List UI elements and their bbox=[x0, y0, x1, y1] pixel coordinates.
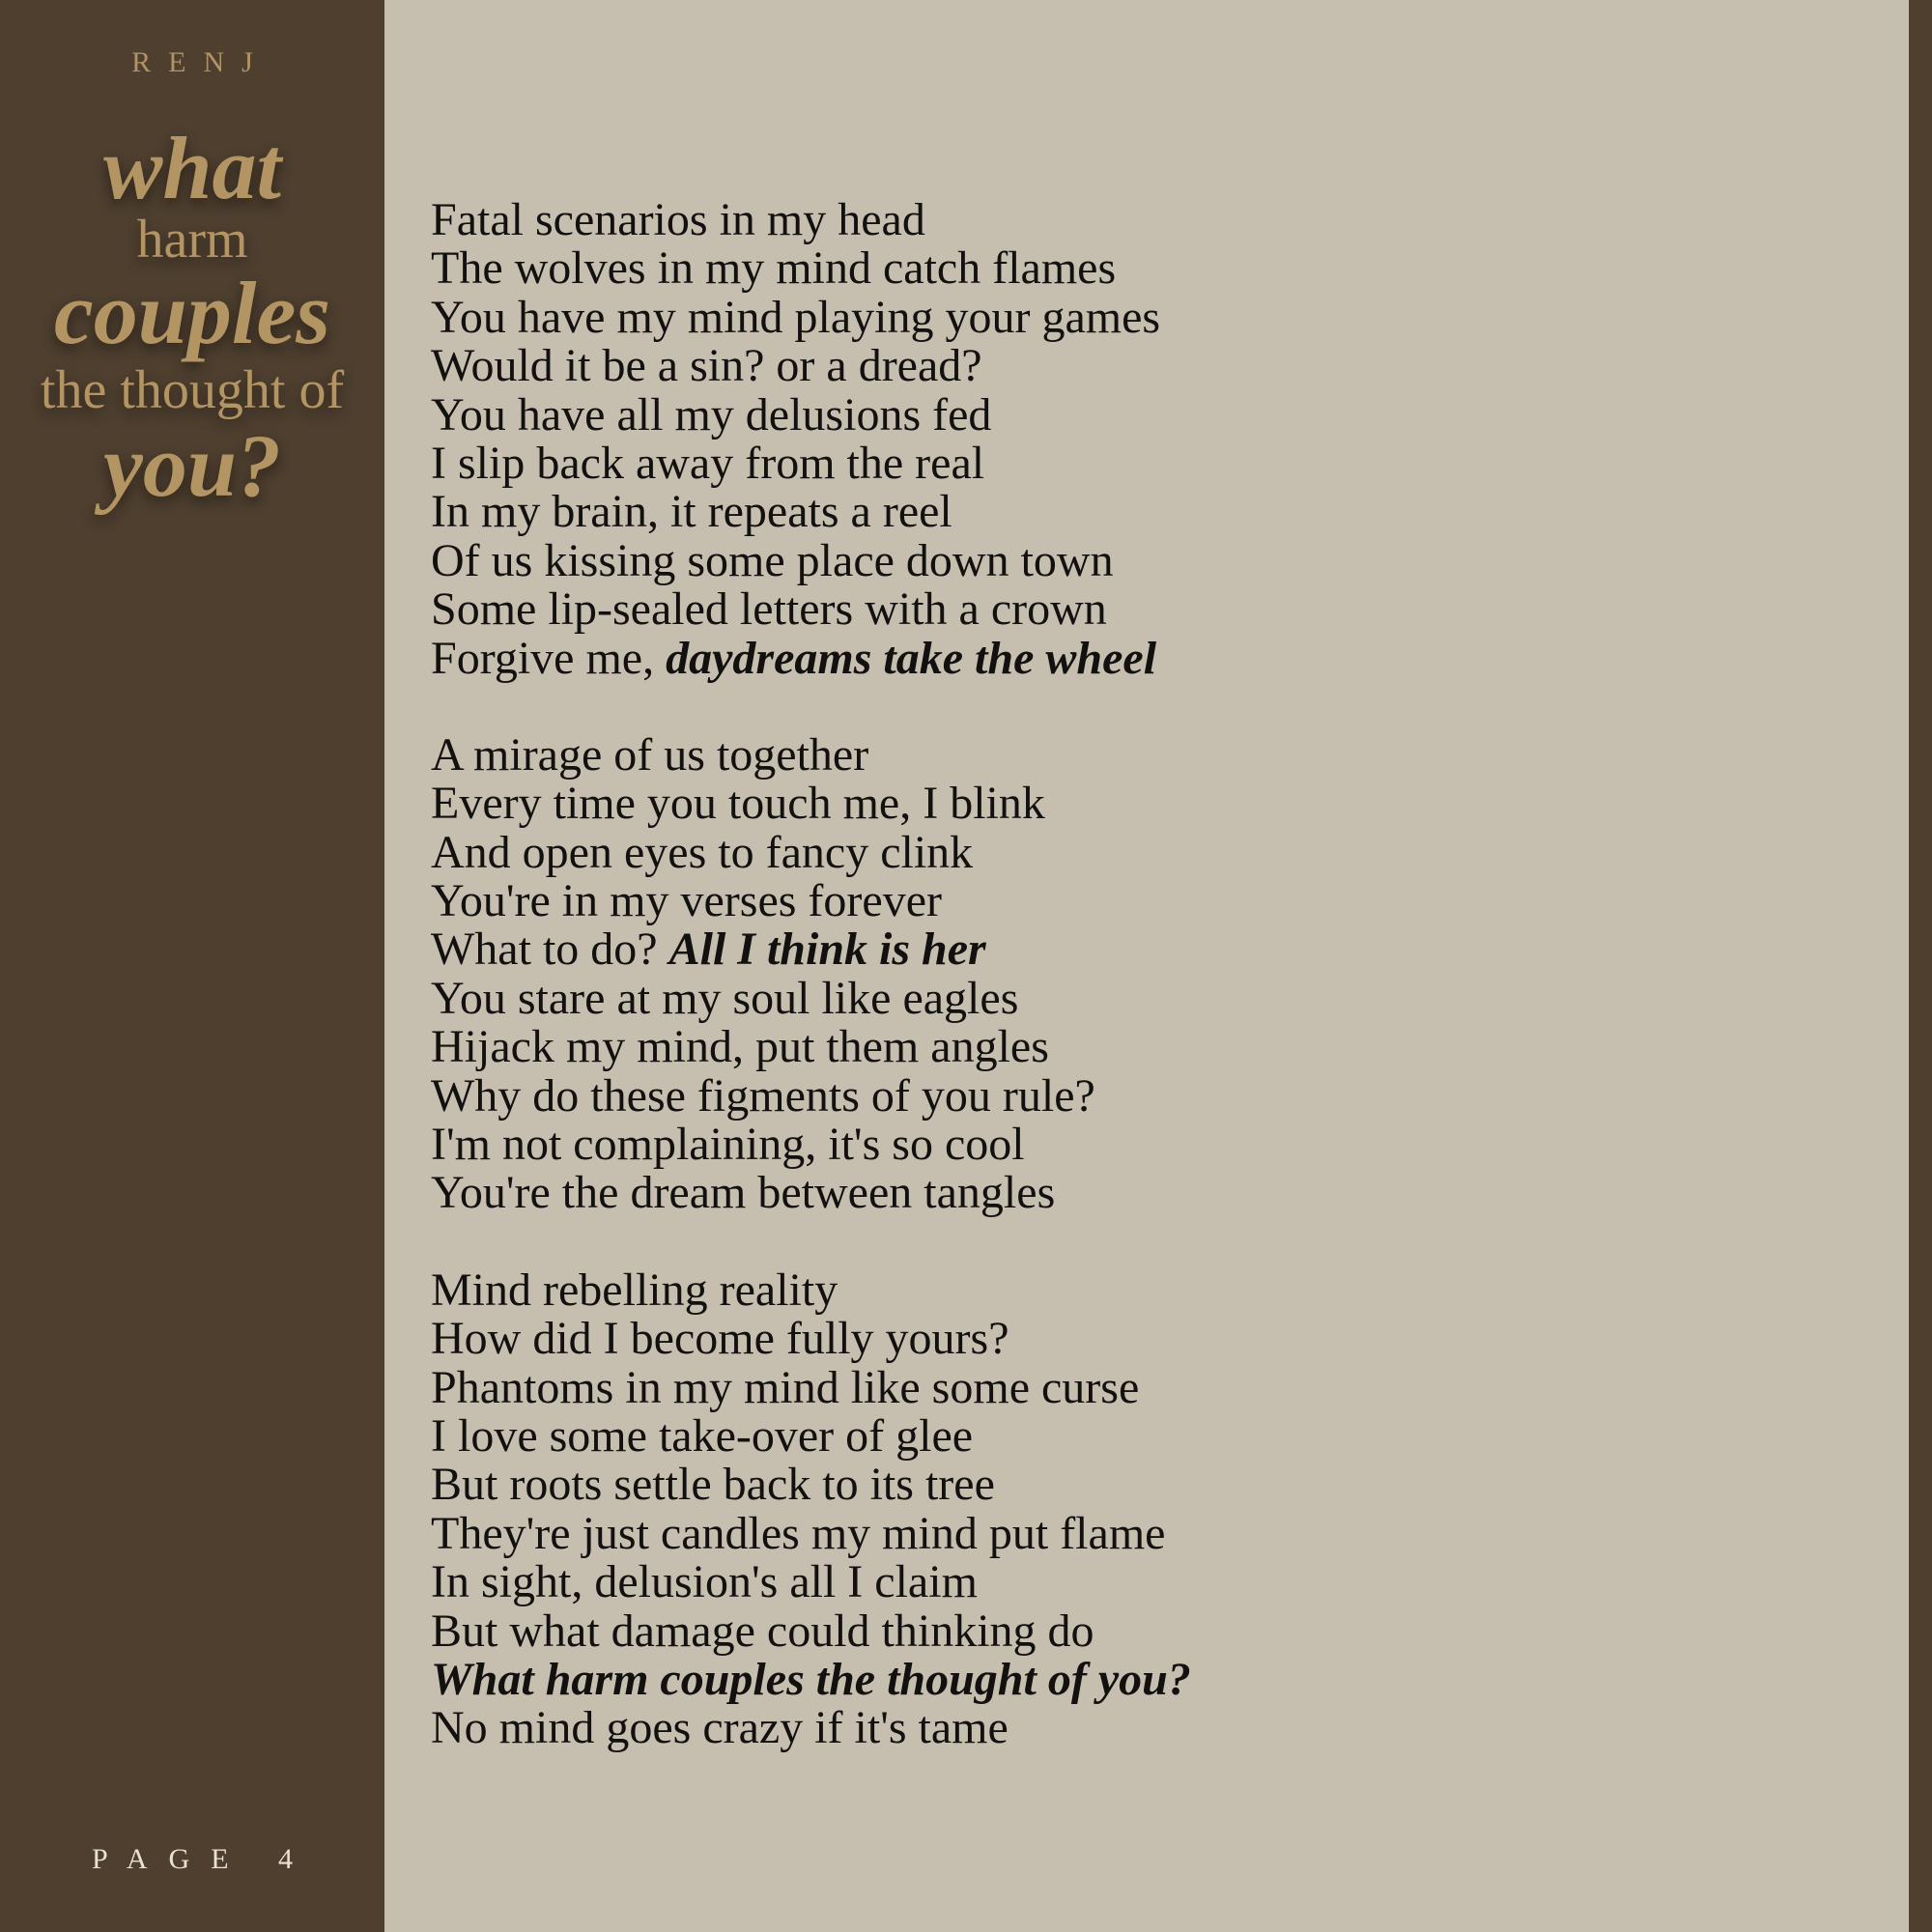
poem-line bbox=[431, 1653, 1880, 1705]
poem-line bbox=[431, 196, 1880, 244]
poem-line bbox=[431, 826, 1880, 878]
poem-line-text: And open eyes to fancy clink bbox=[431, 826, 974, 878]
title-phrase-thought-of: the thought of bbox=[40, 360, 345, 420]
poem-line bbox=[431, 1169, 1880, 1217]
poem-body bbox=[431, 196, 1880, 1802]
poem-line-text: But what damage could thinking do bbox=[431, 1605, 1094, 1657]
poem-line-text: The wolves in my mind catch flames bbox=[431, 242, 1117, 295]
poem-line bbox=[431, 972, 1880, 1024]
poem-line bbox=[431, 1121, 1880, 1169]
title-word-harm: harm bbox=[136, 210, 248, 270]
poem-line-text: Why do these figments of you rule? bbox=[431, 1069, 1095, 1122]
poem-line bbox=[431, 534, 1880, 586]
poem-line bbox=[431, 1558, 1880, 1606]
poem-line-text: A mirage of us together bbox=[431, 728, 869, 781]
poem-line bbox=[431, 1069, 1880, 1122]
poem-line bbox=[431, 1409, 1880, 1462]
poem-line bbox=[431, 585, 1880, 634]
poem-line-text: I'm not complaining, it's so cool bbox=[431, 1119, 1025, 1171]
poem-line bbox=[431, 925, 1880, 974]
poem-line-text: In my brain, it repeats a reel bbox=[431, 486, 952, 538]
poem-line-text: I slip back away from the real bbox=[431, 437, 985, 489]
poem-line-text: I love some take-over of glee bbox=[431, 1409, 974, 1462]
poem-line bbox=[431, 342, 1880, 390]
title-word-what: what bbox=[102, 119, 282, 217]
poem-line bbox=[431, 877, 1880, 925]
poem-line bbox=[431, 1607, 1880, 1656]
poem-line-text: In sight, delusion's all I claim bbox=[431, 1556, 978, 1608]
title-word-you: you? bbox=[103, 416, 281, 515]
poem-line-text: You have my mind playing your games bbox=[431, 291, 1161, 343]
poem-line-text: Some lip-sealed letters with a crown bbox=[431, 583, 1107, 636]
poem-line-text: Hijack my mind, put them angles bbox=[431, 1021, 1049, 1073]
poem-line bbox=[431, 1704, 1880, 1752]
poem-line bbox=[431, 291, 1880, 343]
poem-line bbox=[431, 728, 1880, 781]
poem-line-text: Would it be a sin? or a dread? bbox=[431, 340, 982, 392]
poem-line-text: You're the dream between tangles bbox=[431, 1167, 1056, 1219]
poem-line-text: What to do? bbox=[431, 923, 669, 976]
poem-line-text: But roots settle back to its tree bbox=[431, 1459, 995, 1511]
sidebar bbox=[0, 0, 384, 1932]
page-number: PAGE 4 bbox=[91, 1843, 315, 1875]
poem-line-text: Mind rebelling reality bbox=[431, 1264, 838, 1316]
stanza-1 bbox=[431, 196, 1880, 683]
poem-line bbox=[431, 437, 1880, 489]
title-word-couples: couples bbox=[53, 264, 331, 362]
poem-line-emphasis: All I think is her bbox=[668, 923, 986, 976]
poem-line-text: You stare at my soul like eagles bbox=[431, 972, 1019, 1024]
author-name: RENJ bbox=[131, 46, 270, 78]
poem-line-text: No mind goes crazy if it's tame bbox=[431, 1702, 1009, 1754]
poem-line-text: They're just candles my mind put flame bbox=[431, 1507, 1166, 1559]
stanza-2 bbox=[431, 728, 1880, 1219]
poem-line bbox=[431, 1023, 1880, 1071]
poem-line bbox=[431, 488, 1880, 536]
poem-line-text: Forgive me, bbox=[431, 632, 667, 684]
poem-line-text: Every time you touch me, I blink bbox=[431, 778, 1045, 830]
poem-line-text: You have all my delusions fed bbox=[431, 388, 992, 440]
poem-line bbox=[431, 780, 1880, 828]
poem-line-emphasis: What harm couples the thought of you? bbox=[431, 1653, 1191, 1705]
poem-line bbox=[431, 1507, 1880, 1559]
poem-line bbox=[431, 1266, 1880, 1315]
poem-line-text: You're in my verses forever bbox=[431, 875, 942, 927]
poem-line-text: Fatal scenarios in my head bbox=[431, 194, 925, 245]
poem-line bbox=[431, 388, 1880, 440]
poem-line bbox=[431, 1315, 1880, 1363]
poem-line-emphasis: daydreams take the wheel bbox=[666, 632, 1157, 684]
poem-line-text: How did I become fully yours? bbox=[431, 1313, 1009, 1365]
poem-line bbox=[431, 632, 1880, 684]
poem-line-text: Phantoms in my mind like some curse bbox=[431, 1361, 1140, 1413]
poem-line bbox=[431, 1461, 1880, 1509]
poem-title bbox=[0, 119, 384, 515]
stanza-3 bbox=[431, 1266, 1880, 1753]
poem-line bbox=[431, 1361, 1880, 1413]
right-edge-strip bbox=[1909, 0, 1932, 1932]
poem-line-text: Of us kissing some place down town bbox=[431, 534, 1114, 586]
poem-line bbox=[431, 244, 1880, 293]
